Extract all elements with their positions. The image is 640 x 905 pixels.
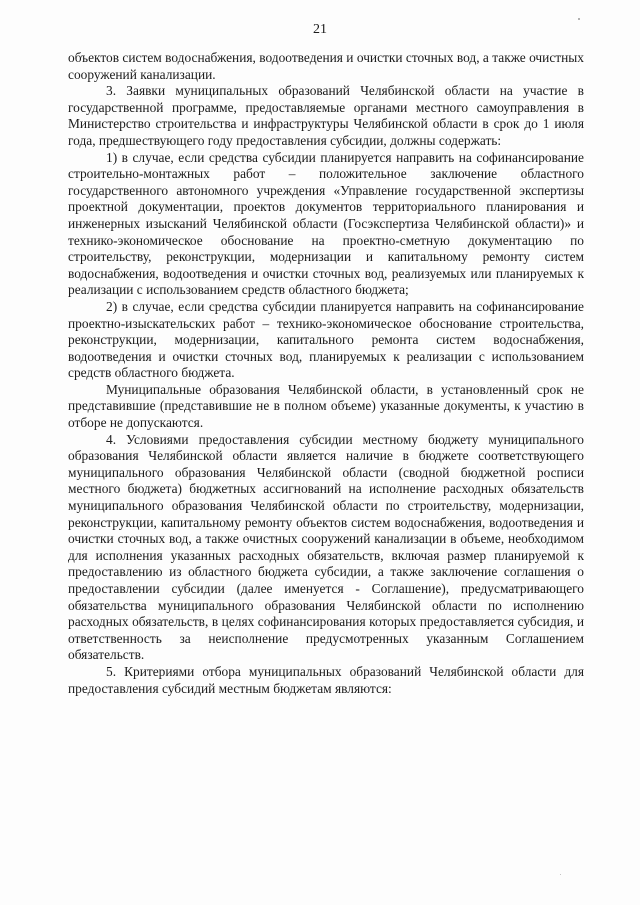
paragraph-continuation: объектов систем водоснабжения, водоотведения и очистки сточных вод, а также очистных сооружений канализации. [68, 50, 584, 82]
scan-speck [560, 874, 561, 875]
paragraph-item-4: 4. Условиями предоставления субсидии местному бюджету муниципального образования Челябинской области является наличие в бюджете соответствующего муниципального образования Челябинской области (сводной бюджетной росписи местного бюджета) бюджетных ассигнований на исполнение расходных обязательств муниципального образования Челябинской области по строительству, модернизации, реконструкции, капитальному ремонту объектов систем водоснабжения, водоотведения и очистки сточных вод, а также очистных сооружений канализации в объеме, необходимом для исполнения указанных расходных обязательств, включая размер планируемой к предоставлению из областного бюджета субсидии, а также заключение соглашения о предоставлении субсидии (далее именуется - Соглашение), предусматривающего обязательства муниципального образования Челябинской области по исполнению расходных обязательств, в целях софинансирования которых предоставляется субсидия, и ответственность за неисполнение предусмотренных указанным Соглашением обязательств. [68, 431, 584, 663]
paragraph-item-5: 5. Критериями отбора муниципальных образований Челябинской области для предоставления субсидий местным бюджетам являются: [68, 663, 584, 696]
page-number: 21 [313, 22, 327, 37]
paragraph-item-3: 3. Заявки муниципальных образований Челябинской области на участие в государственной программе, предоставляемые органами местного самоуправления в Министерство строительства и инфраструктуры Челябинской области в срок до 1 июля года, предшествующего году предоставления субсидии, должны содержать: [68, 83, 584, 148]
paragraph-subitem-2: 2) в случае, если средства субсидии планируется направить на софинансирование проектно-изыскательских работ – технико-экономическое обоснование строительства, реконструкции, модернизации, капитального ремонта систем водоснабжения, водоотведения и очистки сточных вод, планируемых к реализации с использованием средств областного бюджета. [68, 298, 584, 381]
document-body [68, 50, 584, 697]
scan-speck [578, 18, 580, 20]
paragraph-admission-note: Муниципальные образования Челябинской области, в установленный срок не представившие (представившие не в полном объеме) указанные документы, к участию в отборе не допускаются. [68, 381, 584, 431]
paragraph-subitem-1: 1) в случае, если средства субсидии планируется направить на софинансирование строительно-монтажных работ – положительное заключение областного государственного автономного учреждения «Управление государственной экспертизы проектной документации, проектов документов территориального планирования и инженерных изысканий Челябинской области (Госэкспертиза Челябинской области)» и технико-экономическое обоснование на проектно-сметную документацию по строительству, реконструкции, модернизации и капитальному ремонту систем водоснабжения, водоотведения и очистки сточных вод, реализуемых или планируемых к реализации с использованием средств областного бюджета; [68, 149, 584, 298]
